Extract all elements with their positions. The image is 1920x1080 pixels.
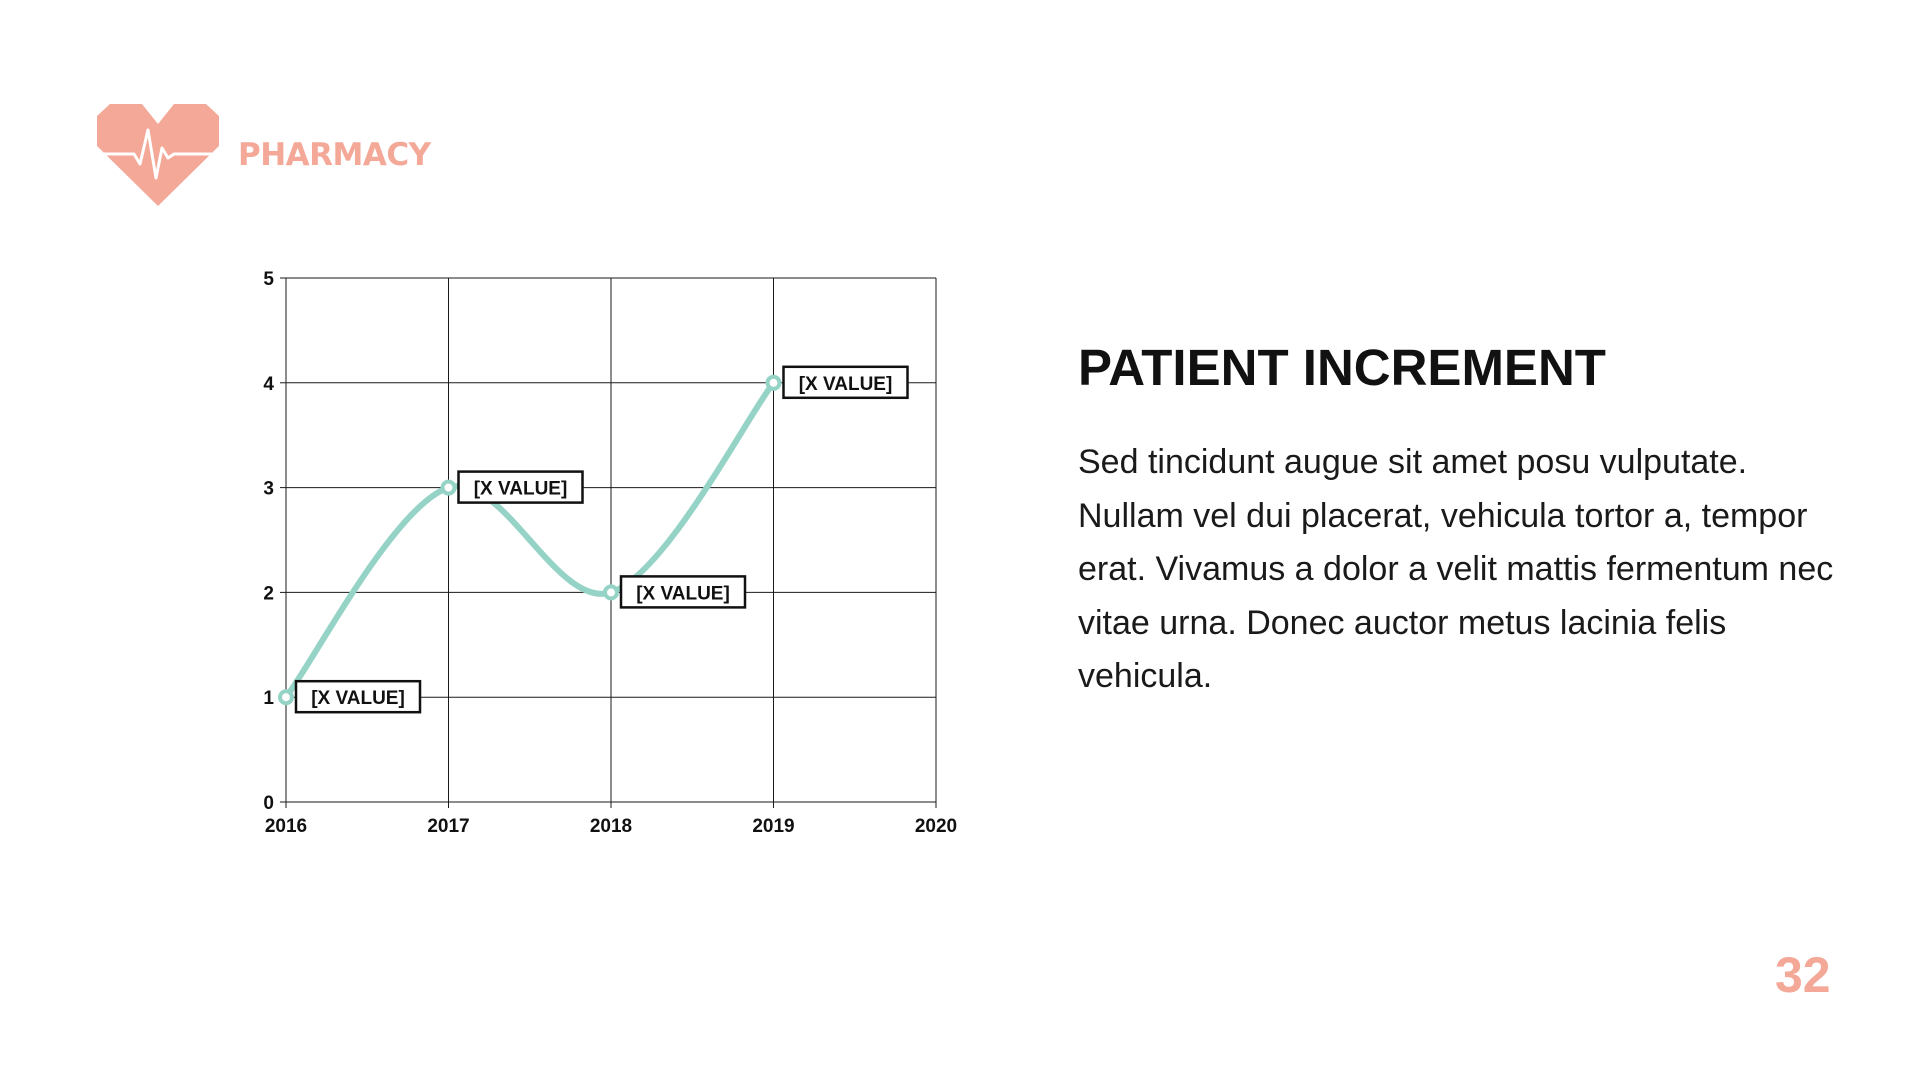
y-tick-label: 3 <box>263 478 274 500</box>
x-tick-label: 2019 <box>752 816 795 837</box>
page-number: 32 <box>1775 947 1831 1003</box>
y-tick-label: 1 <box>263 688 274 710</box>
y-tick-label: 5 <box>263 269 274 290</box>
patient-line-chart <box>240 255 980 855</box>
data-label: [X VALUE] <box>798 373 893 395</box>
slide-title: PATIENT INCREMENT <box>1078 339 1606 396</box>
x-tick-label: 2017 <box>427 816 470 837</box>
heart-pulse-icon <box>96 104 220 206</box>
x-tick-label: 2018 <box>589 816 633 837</box>
y-tick-label: 0 <box>263 793 274 814</box>
data-point <box>605 586 617 598</box>
series-line <box>286 383 774 697</box>
data-point <box>768 377 780 389</box>
data-point <box>443 482 455 494</box>
data-point <box>280 691 292 703</box>
data-label: [X VALUE] <box>473 478 568 500</box>
y-tick-label: 4 <box>263 373 274 395</box>
data-label: [X VALUE] <box>636 583 730 605</box>
slide-body-text: Sed tincidunt augue sit amet posu vulputate. Nullam vel dui placerat, vehicula tortor a, tempor erat. Vivamus a dolor a velit mattis fermentum nec vitae urna. Donec auctor metus lacinia felis vehicula. <box>1078 443 1834 695</box>
data-label: [X VALUE] <box>311 688 405 710</box>
y-tick-label: 2 <box>263 583 274 605</box>
brand-name: PHARMACY <box>238 137 431 173</box>
x-tick-label: 2020 <box>914 816 958 837</box>
x-tick-label: 2016 <box>264 816 308 837</box>
